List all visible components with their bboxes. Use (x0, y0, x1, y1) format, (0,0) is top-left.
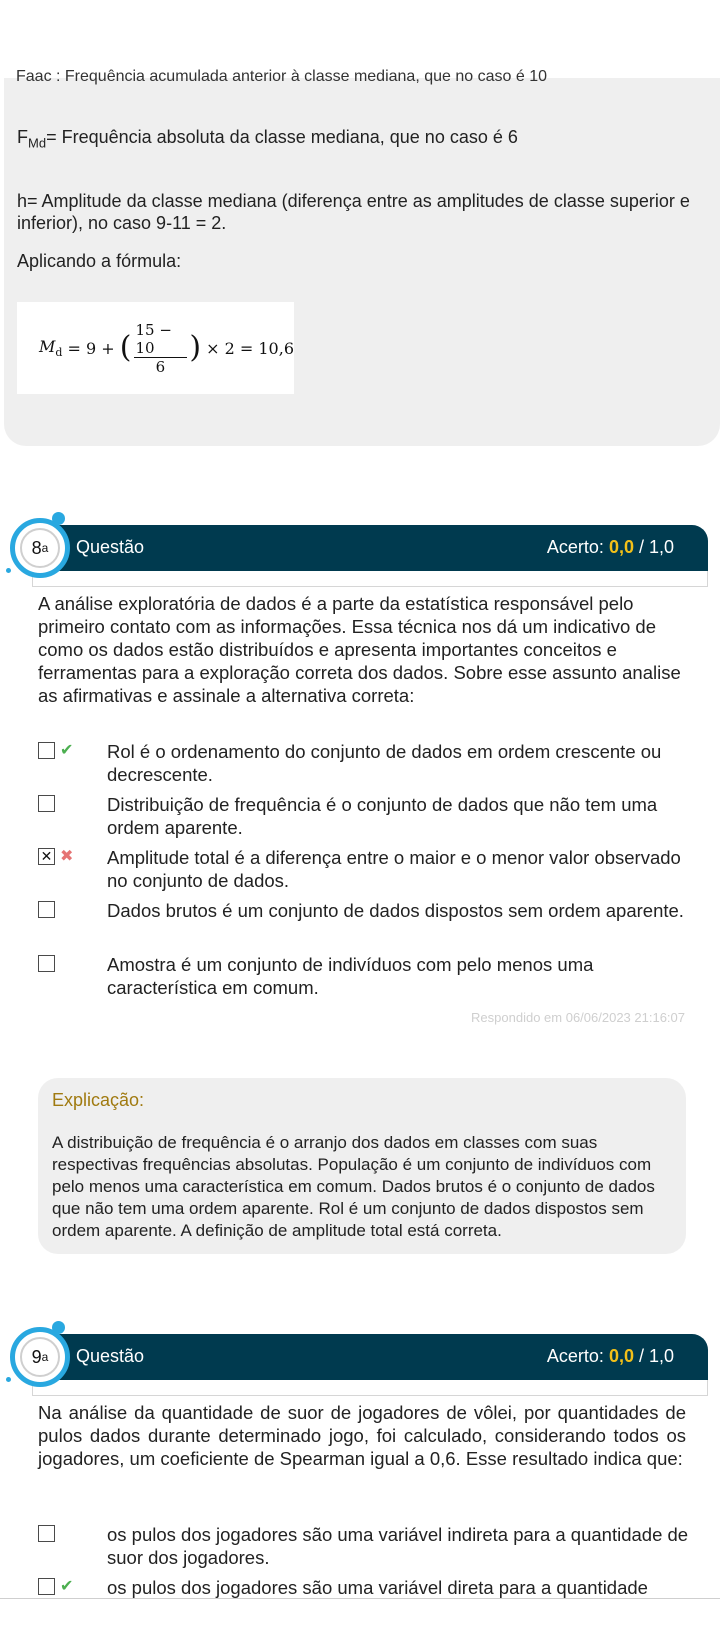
question-9-header (32, 1334, 708, 1380)
median-formula: $M_d$ = 9 + ( $\frac{15 - 10}{6}$ ) × 2 = 10,6 (17, 302, 294, 394)
previous-explanation-card (4, 68, 720, 446)
correct-check-icon: ✔ (60, 1578, 74, 1595)
question-header-underline (32, 1380, 708, 1396)
option-checkbox[interactable] (38, 795, 55, 812)
option-checkbox[interactable] (38, 1578, 55, 1595)
wrong-x-icon: ✖ (60, 848, 74, 865)
option-checkbox[interactable] (38, 1525, 55, 1542)
answered-timestamp: Respondido em 06/06/2023 21:16:07 (471, 1010, 685, 1025)
question-number-badge: 9 a (10, 1327, 70, 1387)
h-definition: h= Amplitude da classe mediana (diferença entre as amplitudes de classe superior e inferior), no caso 9-11 = 2. (17, 191, 690, 233)
option-text: os pulos dos jogadores são uma variável direta para a quantidade (107, 1577, 648, 1598)
option-checkbox[interactable] (38, 955, 55, 972)
option-text: os pulos dos jogadores são uma variável indireta para a quantidade de suor dos jogadores. (107, 1524, 689, 1568)
option-checkbox[interactable] (38, 901, 55, 918)
option-text: Dados brutos é um conjunto de dados dispostos sem ordem aparente. (107, 900, 684, 921)
acerto-score: Acerto: 0,0 / 1,0 (546, 1346, 674, 1366)
acerto-score: Acerto: 0,0 / 1,0 (546, 537, 674, 557)
aplicando-label: Aplicando a fórmula: (17, 251, 182, 271)
badge-dot-decoration (6, 568, 11, 573)
question-8-text: A análise exploratória de dados é a parte da estatística responsável pelo primeiro contato com as informações. Essa técnica nos dá um indicativo de como os dados estão distribuídos e apresenta importantes conceitos e ferramentas para a exploração correta dos dados. Sobre esse assunto analise as afirmativas e assinale a alternativa correta: (38, 593, 681, 706)
question-label: Questão (76, 537, 145, 557)
explanation-card (38, 1078, 686, 1254)
explanation-title: Explicação: (52, 1090, 145, 1110)
clipped-text-line: Faac : Frequência acumulada anterior à classe mediana, que no caso é 10 (16, 68, 547, 85)
badge-dot-decoration (52, 1321, 65, 1334)
fmd-definition: $F_{Md}=$ Frequência absoluta da classe mediana, que no caso é 6 (17, 127, 518, 151)
explanation-text: A distribuição de frequência é o arranjo dos dados em classes com suas respectivas frequências absolutas. População é um conjunto de indivíduos com pelo menos uma característica em comum. Dados brutos é o conjunto de dados que não tem uma ordem aparente. Rol é um conjunto de dados dispostos sem ordem aparente. A definição de amplitude total está correta. (52, 1133, 655, 1240)
question-number-badge: 8 a (10, 518, 70, 578)
correct-check-icon: ✔ (60, 742, 74, 759)
option-text: Amplitude total é a diferença entre o maior e o menor valor observado no conjunto de dados. (107, 847, 681, 891)
bottom-divider (0, 1598, 720, 1599)
option-text: Amostra é um conjunto de indivíduos com pelo menos uma característica em comum. (107, 954, 594, 998)
badge-dot-decoration (6, 1377, 11, 1382)
question-9-text: Na análise da quantidade de suor de jogadores de vôlei, por quantidades de pulos dados durante determinado jogo, foi calculado, considerando todos os jogadores, um coeficiente de Spearman igual a 0,6. Esse resultado indica que: (38, 1402, 686, 1469)
question-8-header (32, 525, 708, 571)
option-text: Rol é o ordenamento do conjunto de dados em ordem crescente ou decrescente. (107, 741, 662, 785)
option-text: Distribuição de frequência é o conjunto de dados que não tem uma ordem aparente. (107, 794, 658, 838)
question-header-underline (32, 571, 708, 587)
badge-dot-decoration (52, 512, 65, 525)
option-checkbox-checked[interactable]: ✕ (38, 848, 55, 865)
option-checkbox[interactable] (38, 742, 55, 759)
question-label: Questão (76, 1346, 145, 1366)
